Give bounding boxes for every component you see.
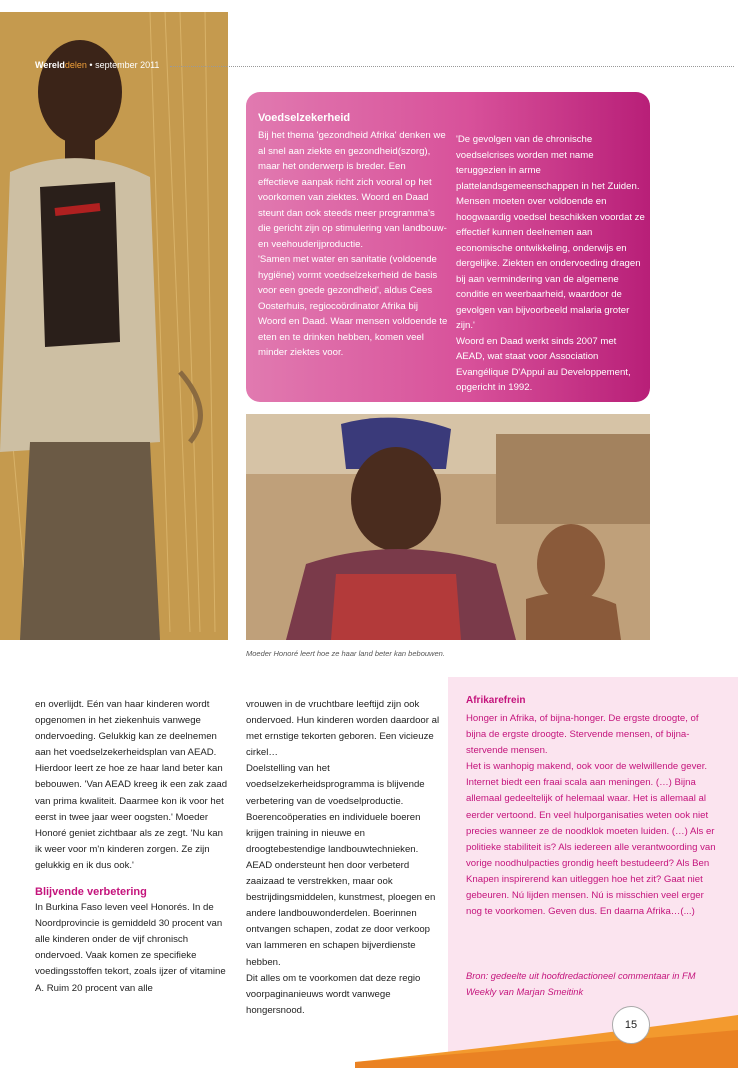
header-separator: •	[89, 60, 93, 70]
page-number: 15	[612, 1006, 650, 1044]
column2-paragraph-3: Dit alles om te voorkomen dat deze regio voorpaginanieuws wordt vanwege hongersnood.	[246, 972, 421, 1016]
column2-paragraph-1: vrouwen in de vruchtbare leeftijd zijn ook ondervoed. Hun kinderen worden daardoor al met ernstige tekorten geboren. Een vicieuze cirkel…	[246, 699, 440, 759]
sidebar-paragraph-1: Honger in Afrika, of bijna-honger. De ergste droogte, of bijna de ergste droogte. Stervende mensen, of bijna-stervende mensen.	[466, 713, 699, 757]
column1-heading: Blijvende verbetering	[35, 886, 147, 899]
box-right-paragraph-2: Woord en Daad werkt sinds 2007 met AEAD, wat staat voor Association Evangélique D'Appui au Developpement, opgericht in 1992.	[456, 335, 631, 393]
sidebar-title: Afrikarefrein	[466, 695, 526, 706]
box-left-paragraph-2: 'Samen met water en sanitatie (voldoende hygiëne) vormt voedselzekerheid de basis voor een goede gezondheid', aldus Cees Oosterhuis, regiocoördinator Afrika bij Woord en Daad. Waar mensen voldoende te eten en te drinken hebben, komen veel minder ziektes voor.	[258, 254, 448, 358]
column1-paragraph-2: In Burkina Faso leven veel Honorés. In de Noordprovincie is gemiddeld 30 procent van alle kinderen onder de vijf chronisch ondervoed. Vaak komen ze specifieke voedingsstoffen tekort, zoals ijzer of vitamine A. Ruim 20 procent van alle	[35, 902, 226, 994]
brand-name: Wereld	[35, 60, 65, 70]
issue-date: september 2011	[95, 60, 160, 70]
column1-paragraph-1: en overlijdt. Eén van haar kinderen wordt opgenomen in het ziekenhuis vanwege ondervoeding. Gelukkig kan ze deelnemen aan het voedselzekerheidsplan van AEAD. Hierdoor leert ze hoe ze haar land beter kan bebouwen. 'Van AEAD kreeg ik een zak zaad van prima kwaliteit. Daarmee kon ik voor het eerst in twee jaar weer oogsten.' Moeder Honoré geniet zichtbaar als ze zegt. 'Nu kan ik weer voor m'n kinderen zorgen. Ze zijn gelukkig en ik dus ook.'	[35, 699, 228, 871]
column2-paragraph-2: Doelstelling van het voedselzekerheidsprogramma is blijvende verbetering van de voedselproductie. Boerencoöperaties en individuele boeren krijgen training in nieuwe en droogtebestendige landbouwtechnieken. AEAD ondersteunt hen door verbeterd zaaizaad te verstrekken, maar ook bestrijdingsmiddelen, kunstmest, ploegen en andere landbouwonderdelen. Boerinnen ontvangen schapen, zodat ze door verkoop van lammeren en schapen bijverdienste hebben.	[246, 763, 436, 968]
brand-suffix: delen	[64, 60, 87, 70]
box-right-paragraph-1: 'De gevolgen van de chronische voedselcrises worden met name teruggezien in arme plattelandsgemeenschappen in het Zuiden. Mensen moeten over voldoende en hoogwaardig voedsel beschikken voordat ze effectief kunnen deelnemen aan economische ontwikkeling, onderwijs en dergelijke. Ziekten en ondervoeding dragen bij aan vermindering van de algemene conditie en weerbaarheid, waardoor de gevolgen van bijvoorbeeld malaria groter zijn.'	[456, 134, 645, 331]
photo-caption: Moeder Honoré leert hoe ze haar land beter kan bebouwen.	[246, 649, 445, 658]
sidebar-paragraph-2: Het is wanhopig makend, ook voor de welwillende gever. Internet biedt een fraai scala aan meningen. (…) Bijna allemaal gedeeltelijk of helemaal waar. Het is allemaal al eerder vertoond. En veel hulporganisaties weten ook niet precies wanneer ze de noodklok moeten luiden. (…) Als er politieke stabiliteit is? Als iedereen alle verantwoording van vorige noodhulpacties grondig heeft bestudeerd? Als Ben Knapen inspirerend kan uitleggen hoe het zit? Gaat niet gebeuren. Nú lijden mensen. Nú is misschien veel erger nog te voorkomen. Geven dus. En daarna Afrika…(...)	[466, 761, 716, 918]
box-left-paragraph-1: Bij het thema 'gezondheid Afrika' denken we al snel aan ziekte en gezondheid(szorg), maar het onderwerp is breder. Een effectieve aanpak richt zich vooral op het voorkomen van ziektes. Woord en Daad steunt dan ook steeds meer programma's die gericht zijn op stimulering van landbouw- en veehouderijproductie.	[258, 130, 447, 250]
box-title: Voedselzekerheid	[258, 112, 351, 124]
sidebar-source: Bron: gedeelte uit hoofdredactioneel commentaar in FM Weekly van Marjan Smeitink	[466, 971, 696, 998]
orange-swoosh-shade	[355, 1030, 738, 1068]
